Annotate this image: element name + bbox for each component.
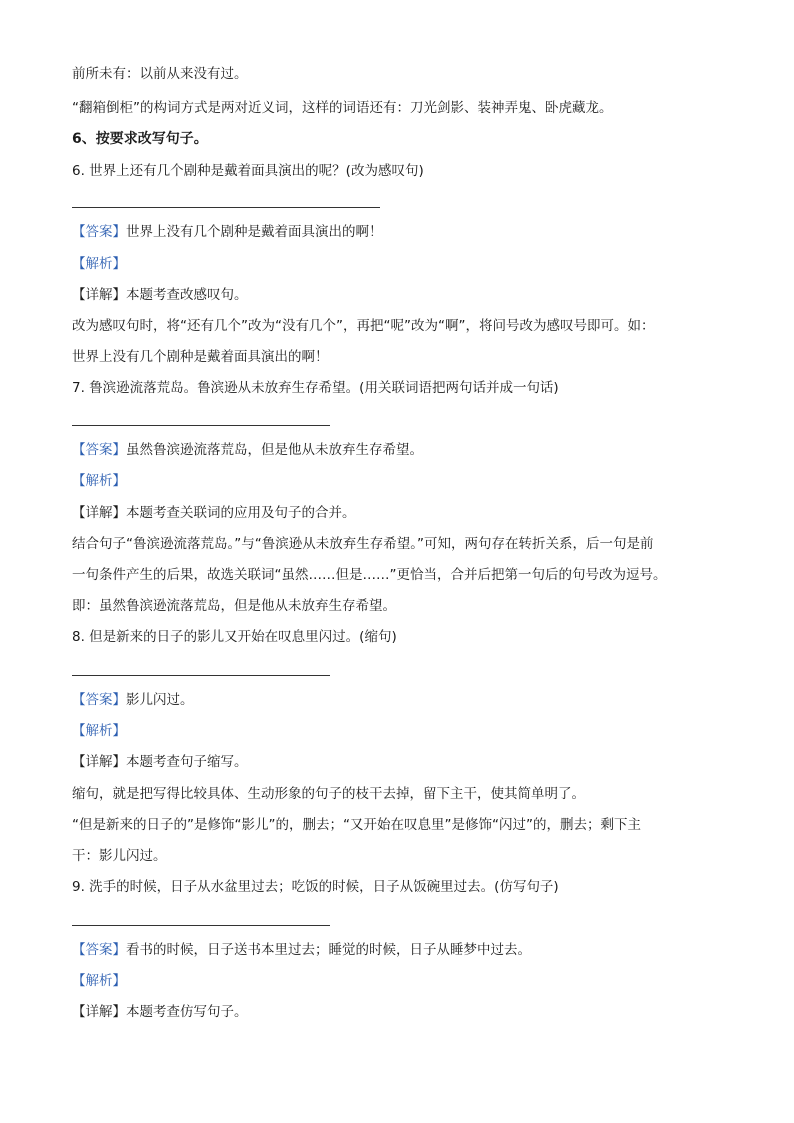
q9-answer-blank xyxy=(72,925,330,926)
q9-analysis-label xyxy=(72,971,126,991)
q9-detail-row xyxy=(72,1002,248,1022)
q8-question: 8. 但是新来的日子的影儿又开始在叹息里闪过。(缩句) xyxy=(72,629,397,645)
answer-label: 【答案】 xyxy=(72,442,126,458)
q9-answer: 看书的时候，日子送书本里过去；睡觉的时候，日子从睡梦中过去。 xyxy=(126,942,531,958)
q6-question: 6. 世界上还有几个剧种是戴着面具演出的呢？(改为感叹句) xyxy=(72,163,424,179)
q7-answer-blank xyxy=(72,425,330,426)
answer-label: 【答案】 xyxy=(72,942,126,958)
detail-label: 【详解】 xyxy=(72,754,126,770)
q7-analysis-label xyxy=(72,471,126,491)
section-title: 6、按要求改写句子。 xyxy=(72,131,208,147)
q8-explain-1: 缩句，就是把写得比较具体、生动形象的句子的枝干去掉，留下主干，使其简单明了。 xyxy=(72,786,585,802)
q6-explain-1: 改为感叹句时，将“还有几个”改为“没有几个”，再把“呢”改为“啊”，将问号改为感叹号即可。如： xyxy=(72,318,655,334)
intro-line-1: 前所未有：以前从来没有过。 xyxy=(72,66,248,82)
q7-explain-3: 即：虽然鲁滨逊流落荒岛，但是他从未放弃生存希望。 xyxy=(72,598,396,614)
analysis-label: 【解析】 xyxy=(72,723,126,739)
q9-answer-row xyxy=(72,940,531,960)
q8-detail: 本题考查句子缩写。 xyxy=(126,754,248,770)
q6-detail-row xyxy=(72,285,248,305)
q6-answer: 世界上没有几个剧种是戴着面具演出的啊！ xyxy=(126,224,383,240)
q8-analysis-label xyxy=(72,721,126,741)
q8-answer-row xyxy=(72,690,194,710)
q7-question: 7. 鲁滨逊流落荒岛。鲁滨逊从未放弃生存希望。(用关联词语把两句话并成一句话) xyxy=(72,380,559,396)
q8-explain-3: 干：影儿闪过。 xyxy=(72,848,167,864)
analysis-label: 【解析】 xyxy=(72,973,126,989)
q8-answer-blank xyxy=(72,675,330,676)
detail-label: 【详解】 xyxy=(72,287,126,303)
q7-detail-row xyxy=(72,503,356,523)
q7-detail: 本题考查关联词的应用及句子的合并。 xyxy=(126,505,356,521)
q6-detail: 本题考查改感叹句。 xyxy=(126,287,248,303)
answer-label: 【答案】 xyxy=(72,224,126,240)
intro-line-2: “翻箱倒柜”的构词方式是两对近义词，这样的词语还有：刀光剑影、装神弄鬼、卧虎藏龙。 xyxy=(72,100,613,116)
answer-label: 【答案】 xyxy=(72,692,126,708)
q7-explain-1: 结合句子“鲁滨逊流落荒岛。”与“鲁滨逊从未放弃生存希望。”可知，两句存在转折关系，后一句是前 xyxy=(72,536,654,552)
q8-detail-row xyxy=(72,752,248,772)
q6-analysis-label xyxy=(72,254,126,274)
analysis-label: 【解析】 xyxy=(72,473,126,489)
q8-answer: 影儿闪过。 xyxy=(126,692,194,708)
q9-detail: 本题考查仿写句子。 xyxy=(126,1004,248,1020)
analysis-label: 【解析】 xyxy=(72,256,126,272)
q7-explain-2: 一句条件产生的后果，故选关联词“虽然……但是……”更恰当，合并后把第一句后的句号改为逗号。 xyxy=(72,567,667,583)
detail-label: 【详解】 xyxy=(72,1004,126,1020)
q7-answer-row xyxy=(72,440,423,460)
q8-explain-2: “但是新来的日子的”是修饰“影儿”的，删去；“又开始在叹息里”是修饰“闪过”的，删去；剩下主 xyxy=(72,817,641,833)
q9-question: 9. 洗手的时候，日子从水盆里过去；吃饭的时候，日子从饭碗里过去。(仿写句子) xyxy=(72,879,559,895)
q6-explain-2: 世界上没有几个剧种是戴着面具演出的啊！ xyxy=(72,349,329,365)
q7-answer: 虽然鲁滨逊流落荒岛，但是他从未放弃生存希望。 xyxy=(126,442,423,458)
detail-label: 【详解】 xyxy=(72,505,126,521)
q6-answer-blank xyxy=(72,207,380,208)
q6-answer-row xyxy=(72,222,383,242)
